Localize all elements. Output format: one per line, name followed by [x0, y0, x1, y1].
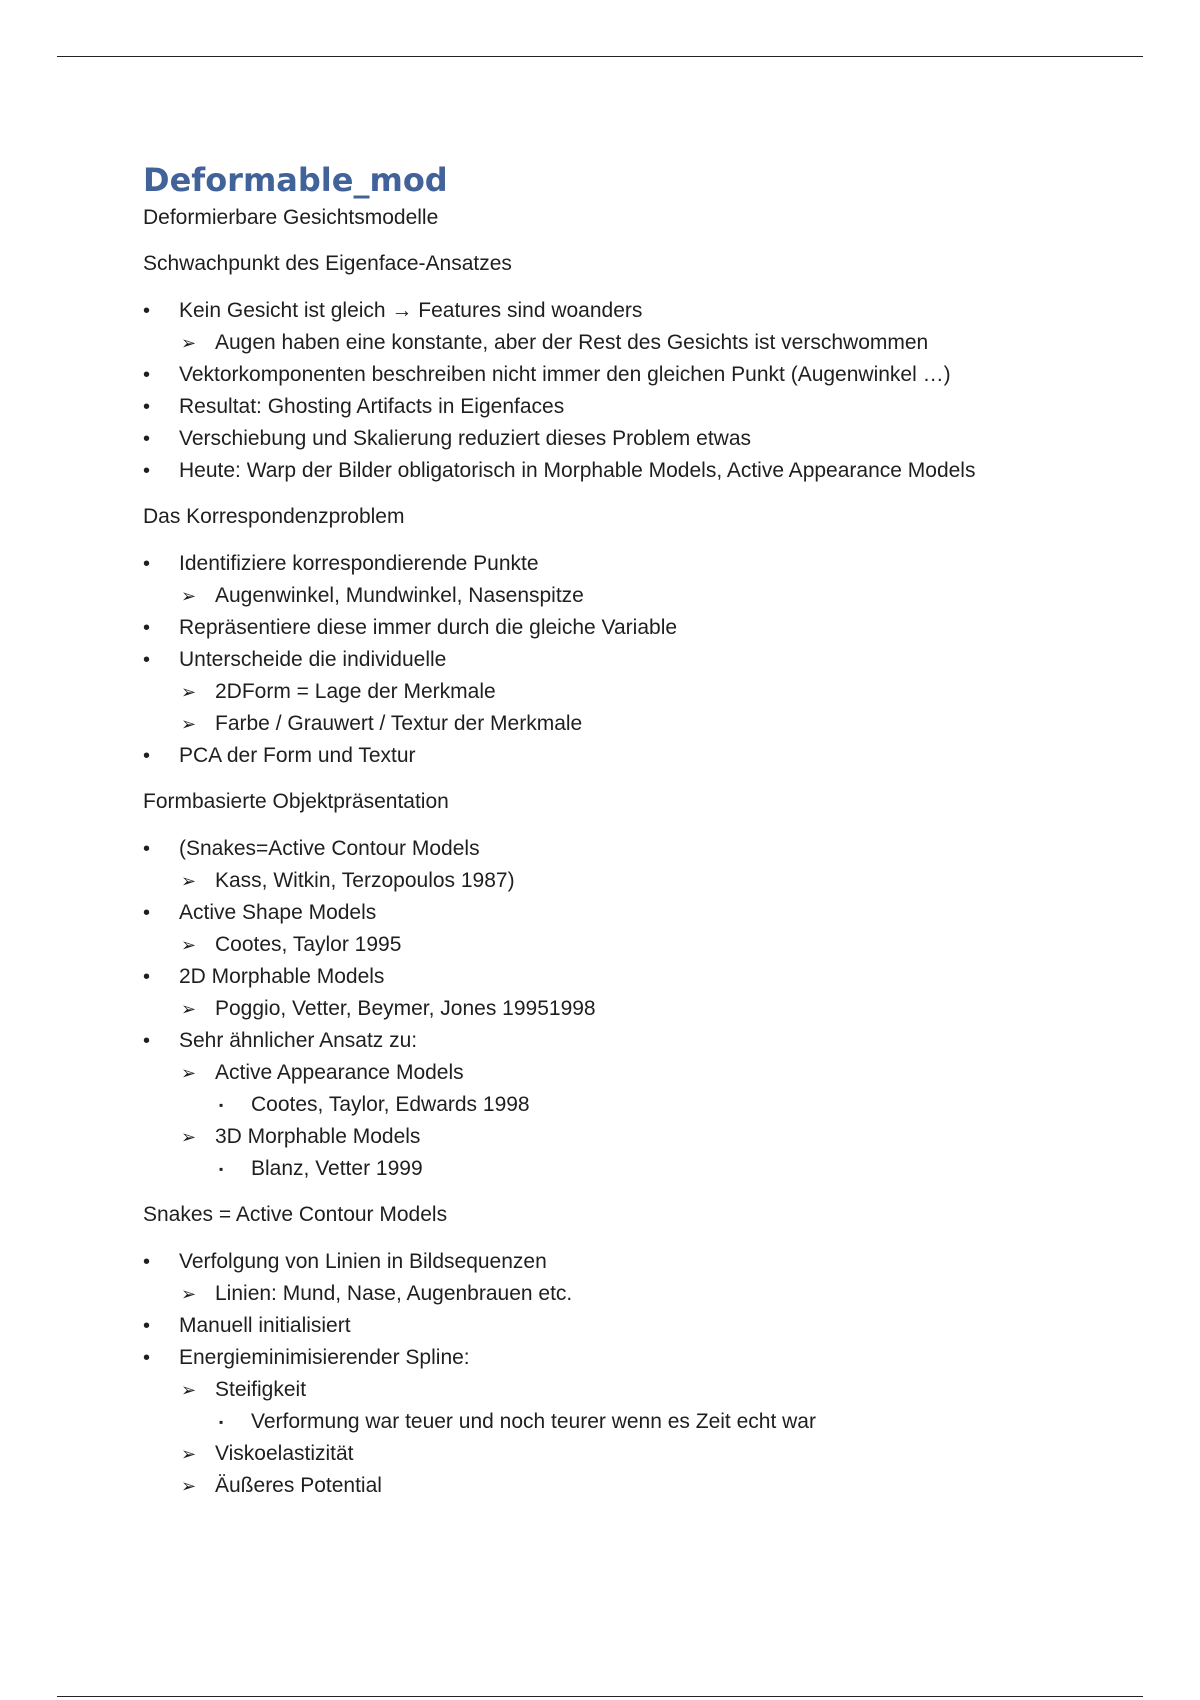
list-item: [143, 866, 1103, 896]
section-heading: Das Korrespondenzproblem: [143, 505, 405, 528]
bullet-dot-icon: •: [143, 300, 151, 322]
list-item-text: Steifigkeit: [215, 1378, 307, 1401]
list-item-text: Kass, Witkin, Terzopoulos 1987): [215, 869, 515, 892]
list-item-text: Vektorkomponenten beschreiben nicht immer den gleichen Punkt (Augenwinkel …): [179, 363, 951, 386]
list-item: [143, 424, 1103, 454]
list-item-text: PCA der Form und Textur: [179, 744, 416, 767]
arrowhead-bullet-icon: ➢: [181, 682, 197, 702]
section-heading: Formbasierte Objektpräsentation: [143, 790, 449, 813]
list-item: [143, 994, 1103, 1024]
arrowhead-bullet-icon: ➢: [181, 1380, 197, 1400]
list-item: [143, 741, 1103, 771]
arrowhead-bullet-icon: ➢: [181, 1476, 197, 1496]
square-bullet-icon: ▪: [219, 1098, 224, 1112]
arrowhead-bullet-icon: ➢: [181, 1063, 197, 1083]
section-heading: Schwachpunkt des Eigenface-Ansatzes: [143, 252, 512, 275]
list-item: [143, 360, 1103, 390]
list-item: [143, 1026, 1103, 1056]
document-subtitle: Deformierbare Gesichtsmodelle: [143, 206, 439, 229]
arrowhead-bullet-icon: ➢: [181, 714, 197, 734]
list-item-text: Farbe / Grauwert / Textur der Merkmale: [215, 712, 583, 735]
arrowhead-bullet-icon: ➢: [181, 586, 197, 606]
bullet-list: [143, 834, 1103, 1184]
bullet-dot-icon: •: [143, 649, 151, 671]
list-item: [143, 1407, 1103, 1437]
list-item-text: Verformung war teuer und noch teurer wenn es Zeit echt war: [251, 1410, 816, 1433]
list-item-text: Heute: Warp der Bilder obligatorisch in Morphable Models, Active Appearance Models: [179, 459, 976, 482]
list-item-text: Äußeres Potential: [215, 1474, 382, 1497]
list-item-text: 2DForm = Lage der Merkmale: [215, 680, 496, 703]
list-item-text: Poggio, Vetter, Beymer, Jones 19951998: [215, 997, 596, 1020]
list-item-text: Resultat: Ghosting Artifacts in Eigenfaces: [179, 395, 565, 418]
list-item-text: Augenwinkel, Mundwinkel, Nasenspitze: [215, 584, 584, 607]
arrowhead-bullet-icon: ➢: [181, 871, 197, 891]
list-item: [143, 1247, 1103, 1277]
list-item: [143, 581, 1103, 611]
bullet-dot-icon: •: [143, 838, 151, 860]
list-item-text: Linien: Mund, Nase, Augenbrauen etc.: [215, 1282, 573, 1305]
bullet-dot-icon: •: [143, 1030, 151, 1052]
list-item: [143, 328, 1103, 358]
bullet-dot-icon: •: [143, 396, 151, 418]
list-item-text: Sehr ähnlicher Ansatz zu:: [179, 1029, 418, 1052]
list-item-text: Blanz, Vetter 1999: [251, 1157, 423, 1180]
list-item-text: Kein Gesicht ist gleich → Features sind woanders: [179, 299, 643, 322]
list-item-text: Verfolgung von Linien in Bildsequenzen: [179, 1250, 547, 1273]
bullet-dot-icon: •: [143, 553, 151, 575]
list-item-text: Identifiziere korrespondierende Punkte: [179, 552, 539, 575]
list-item: [143, 930, 1103, 960]
list-item-text: Viskoelastizität: [215, 1442, 354, 1465]
list-item: [143, 834, 1103, 864]
bullet-dot-icon: •: [143, 1347, 151, 1369]
arrowhead-bullet-icon: ➢: [181, 1127, 197, 1147]
bullet-dot-icon: •: [143, 966, 151, 988]
list-item: [143, 1122, 1103, 1152]
list-item: [143, 962, 1103, 992]
square-bullet-icon: ▪: [219, 1415, 224, 1429]
list-item-text: Energieminimisierender Spline:: [179, 1346, 470, 1369]
list-item: [143, 1279, 1103, 1309]
list-item: [143, 456, 1103, 486]
list-item-text: 3D Morphable Models: [215, 1125, 421, 1148]
list-item-text: Active Shape Models: [179, 901, 377, 924]
list-item-text: Augen haben eine konstante, aber der Rest des Gesichts ist verschwommen: [215, 331, 929, 354]
list-item: [143, 1154, 1103, 1184]
bullet-list: [143, 296, 1103, 486]
arrowhead-bullet-icon: ➢: [181, 999, 197, 1019]
list-item-text: Repräsentiere diese immer durch die gleiche Variable: [179, 616, 678, 639]
list-item: [143, 709, 1103, 739]
bullet-dot-icon: •: [143, 617, 151, 639]
list-item-text: Manuell initialisiert: [179, 1314, 351, 1337]
list-item: [143, 613, 1103, 643]
list-item: [143, 1471, 1103, 1501]
arrowhead-bullet-icon: ➢: [181, 935, 197, 955]
document-title: Deformable_mod: [143, 161, 448, 199]
header-rule: [57, 56, 1143, 57]
bullet-dot-icon: •: [143, 428, 151, 450]
arrowhead-bullet-icon: ➢: [181, 1444, 197, 1464]
list-item: [143, 1058, 1103, 1088]
list-item-text: Cootes, Taylor 1995: [215, 933, 402, 956]
arrowhead-bullet-icon: ➢: [181, 1284, 197, 1304]
list-item-text: (Snakes=Active Contour Models: [179, 837, 480, 860]
bullet-list: [143, 1247, 1103, 1501]
list-item-text: Active Appearance Models: [215, 1061, 464, 1084]
bullet-dot-icon: •: [143, 364, 151, 386]
list-item-text: Verschiebung und Skalierung reduziert dieses Problem etwas: [179, 427, 751, 450]
bullet-dot-icon: •: [143, 460, 151, 482]
list-item: [143, 549, 1103, 579]
square-bullet-icon: ▪: [219, 1162, 224, 1176]
list-item: [143, 677, 1103, 707]
document-body: [143, 160, 1103, 1503]
list-item: [143, 645, 1103, 675]
section-heading: Snakes = Active Contour Models: [143, 1203, 448, 1226]
list-item: [143, 296, 1103, 326]
list-item: [143, 1439, 1103, 1469]
list-item: [143, 1375, 1103, 1405]
list-item-text: Unterscheide die individuelle: [179, 648, 447, 671]
arrowhead-bullet-icon: ➢: [181, 333, 197, 353]
bullet-dot-icon: •: [143, 1315, 151, 1337]
list-item: [143, 1343, 1103, 1373]
bullet-dot-icon: •: [143, 745, 151, 767]
footer-rule: [57, 1696, 1143, 1697]
list-item-text: 2D Morphable Models: [179, 965, 385, 988]
bullet-list: [143, 549, 1103, 771]
sections-container: [143, 249, 1103, 1501]
list-item: [143, 1090, 1103, 1120]
bullet-dot-icon: •: [143, 1251, 151, 1273]
list-item: [143, 1311, 1103, 1341]
bullet-dot-icon: •: [143, 902, 151, 924]
list-item-text: Cootes, Taylor, Edwards 1998: [251, 1093, 530, 1116]
list-item: [143, 898, 1103, 928]
list-item: [143, 392, 1103, 422]
